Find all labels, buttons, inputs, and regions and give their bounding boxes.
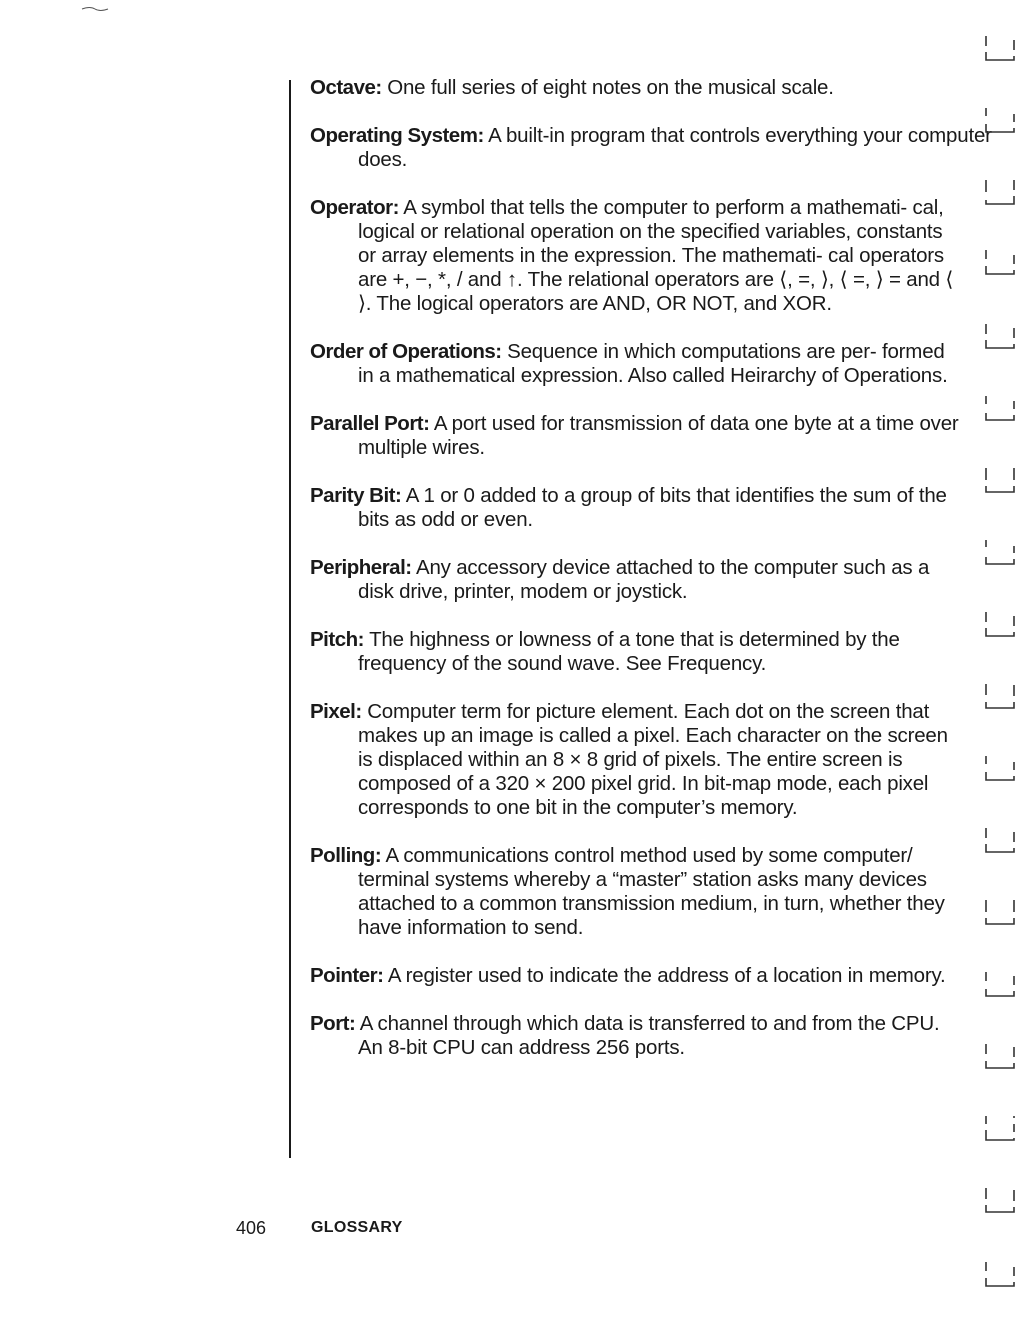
binding-punch-mark [980, 1182, 1016, 1222]
entry-definition: A register used to indicate the address of a location in memory. [383, 964, 946, 987]
binding-punch-mark [980, 966, 1016, 1006]
glossary-entry-polling [310, 844, 960, 940]
binding-punch-mark [980, 102, 1016, 142]
entry-term: Operator: [310, 196, 399, 219]
entry-term: Peripheral: [310, 556, 412, 579]
entry-definition: A channel through which data is transferred to and from the CPU. An 8-bit CPU can address 256 ports. [355, 1012, 940, 1059]
glossary-entry-pitch [310, 628, 960, 676]
entry-term: Operating System: [310, 124, 484, 147]
entry-definition: The highness or lowness of a tone that is determined by the frequency of the sound wave. See Frequency. [358, 628, 900, 675]
binding-punch-mark [980, 30, 1016, 70]
binding-punch-mark [980, 822, 1016, 862]
entry-term: Pitch: [310, 628, 364, 651]
entry-term: Pixel: [310, 700, 362, 723]
entry-definition: A 1 or 0 added to a group of bits that identifies the sum of the bits as odd or even. [358, 484, 947, 531]
glossary-entry-parity-bit [310, 484, 960, 532]
glossary-entry-octave [310, 76, 960, 100]
entry-definition: Sequence in which computations are per- formed in a mathematical expression. Also called Heirarchy of Operations. [358, 340, 948, 387]
binding-punch-mark [980, 390, 1016, 430]
glossary-entry-pixel [310, 700, 960, 820]
entry-term: Port: [310, 1012, 356, 1035]
entry-term: Parity Bit: [310, 484, 402, 507]
page-footer [0, 1218, 500, 1242]
entry-term: Pointer: [310, 964, 384, 987]
glossary-entry-port [310, 1012, 960, 1060]
binding-punch-mark [980, 1256, 1016, 1296]
binding-punch-mark [980, 894, 1016, 934]
entry-definition: Computer term for picture element. Each dot on the screen that makes up an image is called a pixel. Each character on the screen is displaced within an 8 × 8 grid of pixels. The entire screen is composed of a 320 × 200 pixel grid. In bit-map mode, each pixel corresponds to one bit in the computer’s memory. [358, 700, 948, 819]
entry-definition: A port used for transmission of data one byte at a time over multiple wires. [358, 412, 959, 459]
binding-punch-mark [980, 1110, 1016, 1150]
glossary-entry-order-of-operations [310, 340, 960, 388]
binding-punch-mark [980, 750, 1016, 790]
binding-punch-mark [980, 462, 1016, 502]
page-number: 406 [236, 1218, 267, 1238]
scan-artifact-mark [80, 4, 110, 12]
glossary-entry-operating-system [310, 124, 998, 172]
section-label: GLOSSARY [311, 1219, 403, 1236]
entry-term: Polling: [310, 844, 382, 867]
entry-term: Octave: [310, 76, 382, 99]
entry-definition: Any accessory device attached to the computer such as a disk drive, printer, modem or joystick. [358, 556, 930, 603]
entry-term: Order of Operations: [310, 340, 502, 363]
glossary-entry-operator [310, 196, 960, 316]
glossary-entry-parallel-port [310, 412, 960, 460]
glossary-entries [310, 76, 992, 1060]
glossary-entry-peripheral [310, 556, 960, 604]
glossary-entry-pointer [310, 964, 960, 988]
binding-punch-mark [980, 1038, 1016, 1078]
entry-definition: One full series of eight notes on the musical scale. [381, 76, 834, 99]
binding-punch-mark [980, 678, 1016, 718]
binding-punch-mark [980, 174, 1016, 214]
binding-punch-mark [980, 244, 1016, 284]
binding-punch-mark [980, 318, 1016, 358]
binding-punch-mark [980, 534, 1016, 574]
entry-term: Parallel Port: [310, 412, 430, 435]
entry-definition: A symbol that tells the computer to perform a mathemati- cal, logical or relational operation on the specified variables, constants or array elements in the expression. The mathemati- cal operators are +, −, *, / and ↑. The relational operators are ⟨, =, ⟩, ⟨ =, ⟩ = and ⟨ ⟩. The logical operators are AND, OR NOT, and XOR. [358, 196, 954, 315]
binding-punch-strip [980, 30, 1030, 1310]
entry-definition: A communications control method used by some computer/ terminal systems whereby a “master” station asks many devices attached to a common transmission medium, in turn, whether they have information to send. [358, 844, 945, 939]
margin-rule [289, 80, 291, 1158]
entry-definition: A built-in program that controls everything your computer does. [358, 124, 992, 171]
binding-punch-mark [980, 606, 1016, 646]
